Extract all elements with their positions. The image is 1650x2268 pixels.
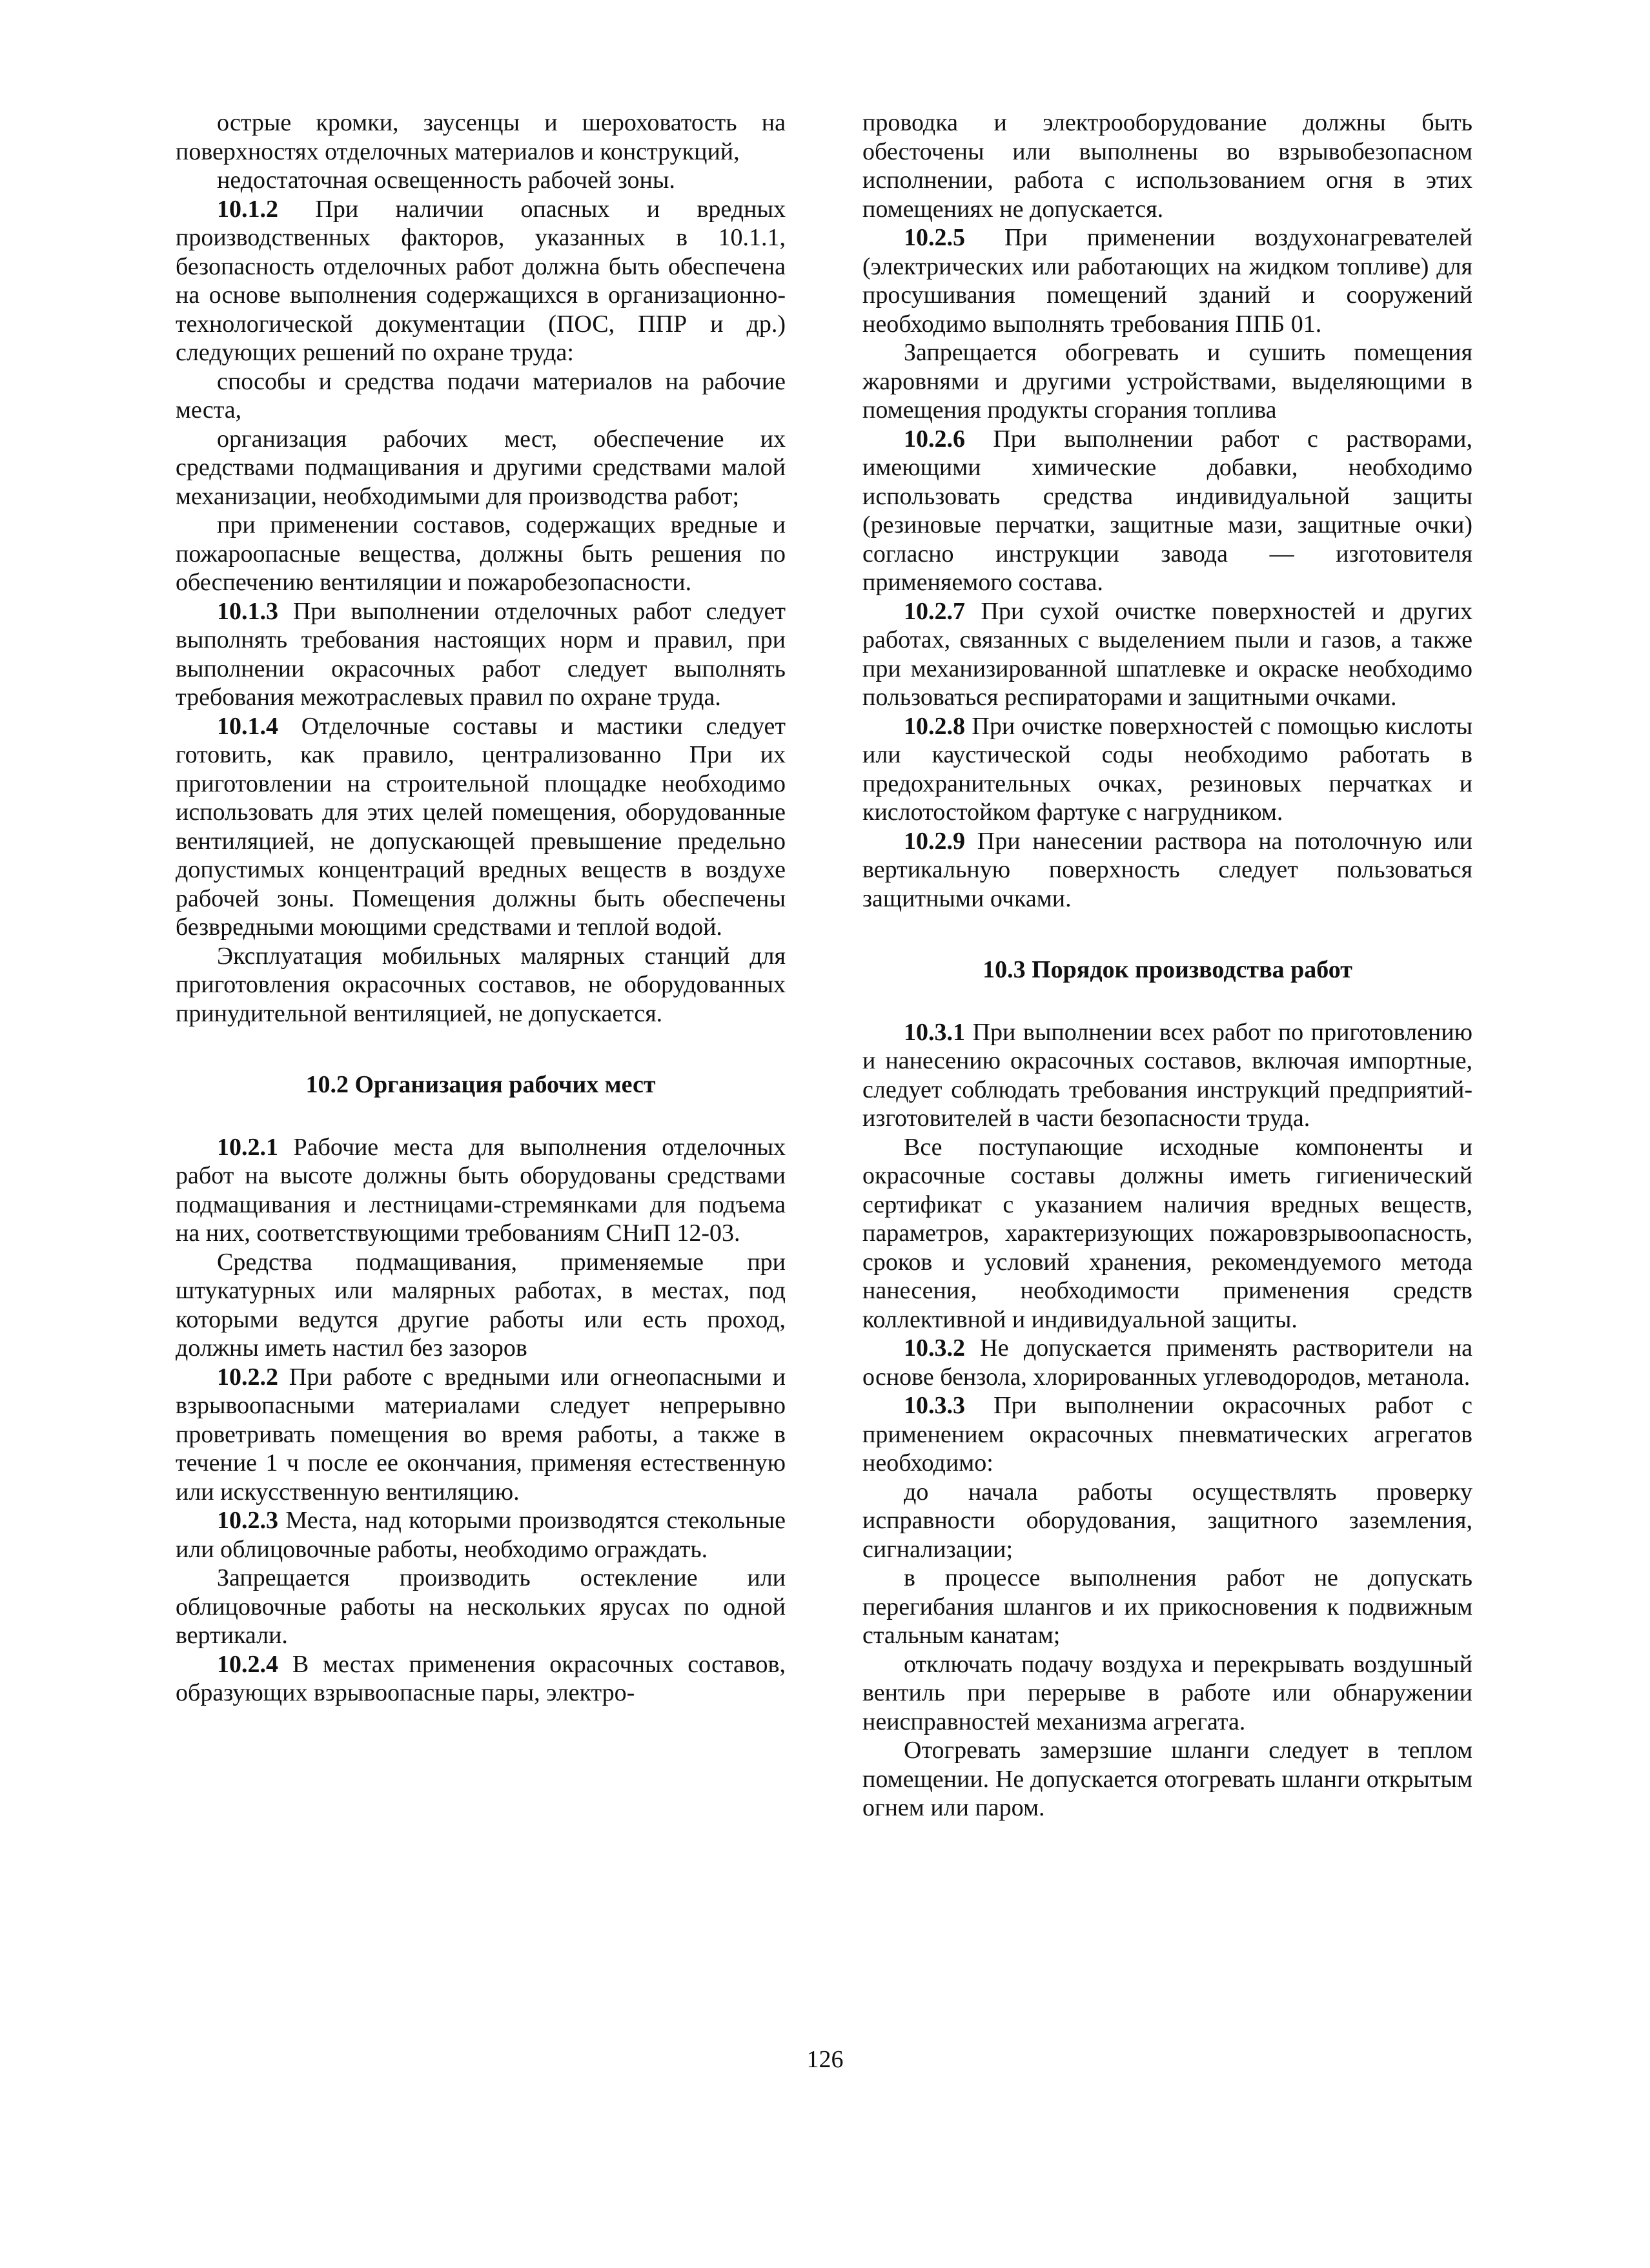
clause-text: При выполнении работ с растворами, имеющими химические добавки, необходимо использовать средства индивидуальной защиты (резиновые перчатки, защитные мази, защитные очки) согласно инструкции завода — изготовителя применяемого состава. (862, 425, 1472, 596)
clause-10-2-1 (176, 1133, 786, 1248)
paragraph: при применении составов, содержащих вредные и пожароопасные вещества, должны быть решения по обеспечению вентиляции и пожаробезопасности. (176, 511, 786, 596)
clause-text: При наличии опасных и вредных производственных факторов, указанных в 10.1.1, безопасность отделочных работ должна быть обеспечена на основе выполнения содержащихся в организационно-технологической документации (ПОС, ППР и др.) следующих решений по охране труда: (176, 195, 786, 366)
paragraph: организация рабочих мест, обеспечение их средствами подмащивания и другими средствами малой механизации, необходимыми для производства работ; (176, 425, 786, 510)
clause-number: 10.2.5 (904, 224, 965, 251)
clause-number: 10.1.2 (217, 195, 278, 223)
section-spacer (862, 913, 1472, 955)
paragraph: Запрещается производить остекление или облицовочные работы на нескольких ярусах по одной вертикали. (176, 1564, 786, 1649)
paragraph-continued: проводка и электрооборудование должны быть обесточены или выполнены во взрывобезопасном исполнении, работа с использованием огня в этих помещениях не допускается. (862, 109, 1472, 223)
clause-10-2-5 (862, 223, 1472, 338)
right-column (862, 108, 1472, 1823)
clause-number: 10.3.3 (904, 1392, 965, 1419)
section-heading-10-2: 10.2 Организация рабочих мест (305, 1071, 656, 1098)
clause-10-2-7 (862, 597, 1472, 712)
clause-text: При применении воздухонагревателей (электрических или работающих на жидком топливе) для просушивания помещений зданий и сооружений необходимо выполнять требования ППБ 01. (862, 224, 1472, 338)
clause-number: 10.2.4 (217, 1650, 278, 1678)
clause-number: 10.2.3 (217, 1507, 278, 1534)
clause-text: При сухой очистке поверхностей и других работах, связанных с выделением пыли и газов, а также при механизированной шпатлевке и окраске необходимо пользоваться респираторами и защитными очками. (862, 597, 1472, 711)
clause-10-2-3 (176, 1506, 786, 1564)
paragraph: острые кромки, заусенцы и шероховатость на поверхностях отделочных материалов и конструкций, (176, 109, 786, 165)
clause-10-3-2 (862, 1334, 1472, 1391)
page-number: 126 (806, 2046, 844, 2073)
paragraph: в процессе выполнения работ не допускать перегибания шлангов и их прикосновения к подвижным стальным канатам; (862, 1564, 1472, 1649)
left-column (176, 108, 786, 1708)
clause-text: Не допускается применять растворители на основе бензола, хлорированных углеводородов, метанола. (862, 1334, 1473, 1391)
paragraph: до начала работы осуществлять проверку исправности оборудования, защитного заземления, сигнализации; (862, 1478, 1472, 1563)
clause-number: 10.2.6 (904, 425, 965, 453)
clause-number: 10.2.2 (217, 1363, 278, 1391)
clause-10-2-9 (862, 827, 1472, 914)
section-heading-10-3: 10.3 Порядок производства работ (983, 956, 1352, 983)
clause-text: При выполнении отделочных работ следует выполнять требования настоящих норм и правил, при выполнении окрасочных работ следует выполнять требования межотраслевых правил по охране труда. (176, 597, 786, 711)
clause-text: Места, над которыми производятся стекольные или облицовочные работы, необходимо ограждать. (176, 1507, 786, 1563)
paragraph: Отогревать замерзшие шланги следует в теплом помещении. Не допускается отогревать шланги открытым огнем или паром. (862, 1737, 1472, 1821)
clause-10-2-2 (176, 1363, 786, 1507)
paragraph: недостаточная освещенность рабочей зоны. (217, 167, 675, 194)
clause-text: В местах применения окрасочных составов, образующих взрывоопасные пары, электро- (176, 1650, 786, 1706)
clause-text: Рабочие места для выполнения отделочных работ на высоте должны быть оборудованы средствами подмащивания и лестницами-стремянками для подъема на них, соответствующими требованиям СНиП 12-03. (176, 1133, 786, 1247)
clause-text: При выполнении окрасочных работ с применением окрасочных пневматических агрегатов необходимо: (862, 1392, 1472, 1476)
clause-number: 10.3.2 (904, 1334, 965, 1362)
paragraph: Средства подмащивания, применяемые при штукатурных или малярных работах, в местах, под которыми ведутся другие работы или есть проход, должны иметь настил без зазоров (176, 1248, 786, 1362)
clause-text: При выполнении всех работ по приготовлению и нанесению окрасочных составов, включая импортные, следует соблюдать требования инструкций предприятий-изготовителей в части безопасности труда. (862, 1018, 1472, 1132)
clause-10-1-2 (176, 195, 786, 367)
clause-text: При очистке поверхностей с помощью кислоты или каустической соды необходимо работать в предохранительных очках, резиновых перчатках и кислотостойком фартуке с нагрудником. (862, 712, 1472, 826)
section-spacer (176, 1099, 786, 1133)
clause-10-2-6 (862, 425, 1472, 597)
clause-number: 10.3.1 (904, 1018, 965, 1046)
clause-10-2-4 (176, 1650, 786, 1708)
clause-10-2-8 (862, 712, 1472, 827)
clause-number: 10.2.7 (904, 597, 965, 625)
section-spacer (176, 1028, 786, 1070)
paragraph: способы и средства подачи материалов на рабочие места, (176, 367, 786, 424)
paragraph: отключать подачу воздуха и перекрывать воздушный вентиль при перерыве в работе или обнаружении неисправностей механизма агрегата. (862, 1650, 1472, 1735)
paragraph: Запрещается обогревать и сушить помещения жаровнями и другими устройствами, выделяющими в помещения продукты сгорания топлива (862, 339, 1472, 424)
clause-text: При нанесении раствора на потолочную или вертикальную поверхность следует пользоваться защитными очками. (862, 827, 1472, 912)
clause-10-1-4 (176, 712, 786, 942)
clause-number: 10.2.9 (904, 827, 965, 855)
clause-number: 10.2.1 (217, 1133, 278, 1161)
clause-10-3-1 (862, 1018, 1472, 1133)
paragraph: Эксплуатация мобильных малярных станций для приготовления окрасочных составов, не оборудованных принудительной вентиляцией, не допускается. (176, 942, 786, 1027)
clause-number: 10.1.3 (217, 597, 278, 625)
clause-text: Отделочные составы и мастики следует готовить, как правило, централизованно При их приготовлении на строительной площадке необходимо использовать для этих целей помещения, оборудованные вентиляцией, не допускающей превышение предельно допустимых концентраций вредных веществ в воздухе рабочей зоны. Помещения должны быть обеспечены безвредными моющими средствами и теплой водой. (176, 712, 786, 941)
section-spacer (862, 985, 1472, 1018)
clause-number: 10.1.4 (217, 712, 278, 740)
clause-10-1-3 (176, 597, 786, 712)
clause-text: При работе с вредными или огнеопасными и взрывоопасными материалами следует непрерывно проветривать помещения во время работы, а также в течение 1 ч после ее окончания, применяя естественную или искусственную вентиляцию. (176, 1363, 786, 1506)
clause-number: 10.2.8 (904, 712, 965, 740)
paragraph: Все поступающие исходные компоненты и окрасочные составы должны иметь гигиенический сертификат с указанием наличия вредных веществ, параметров, характеризующих пожаровзрывоопасность, сроков и условий хранения, рекомендуемого метода нанесения, необходимости применения средств коллективной и индивидуальной защиты. (862, 1133, 1472, 1333)
clause-10-3-3 (862, 1391, 1472, 1478)
